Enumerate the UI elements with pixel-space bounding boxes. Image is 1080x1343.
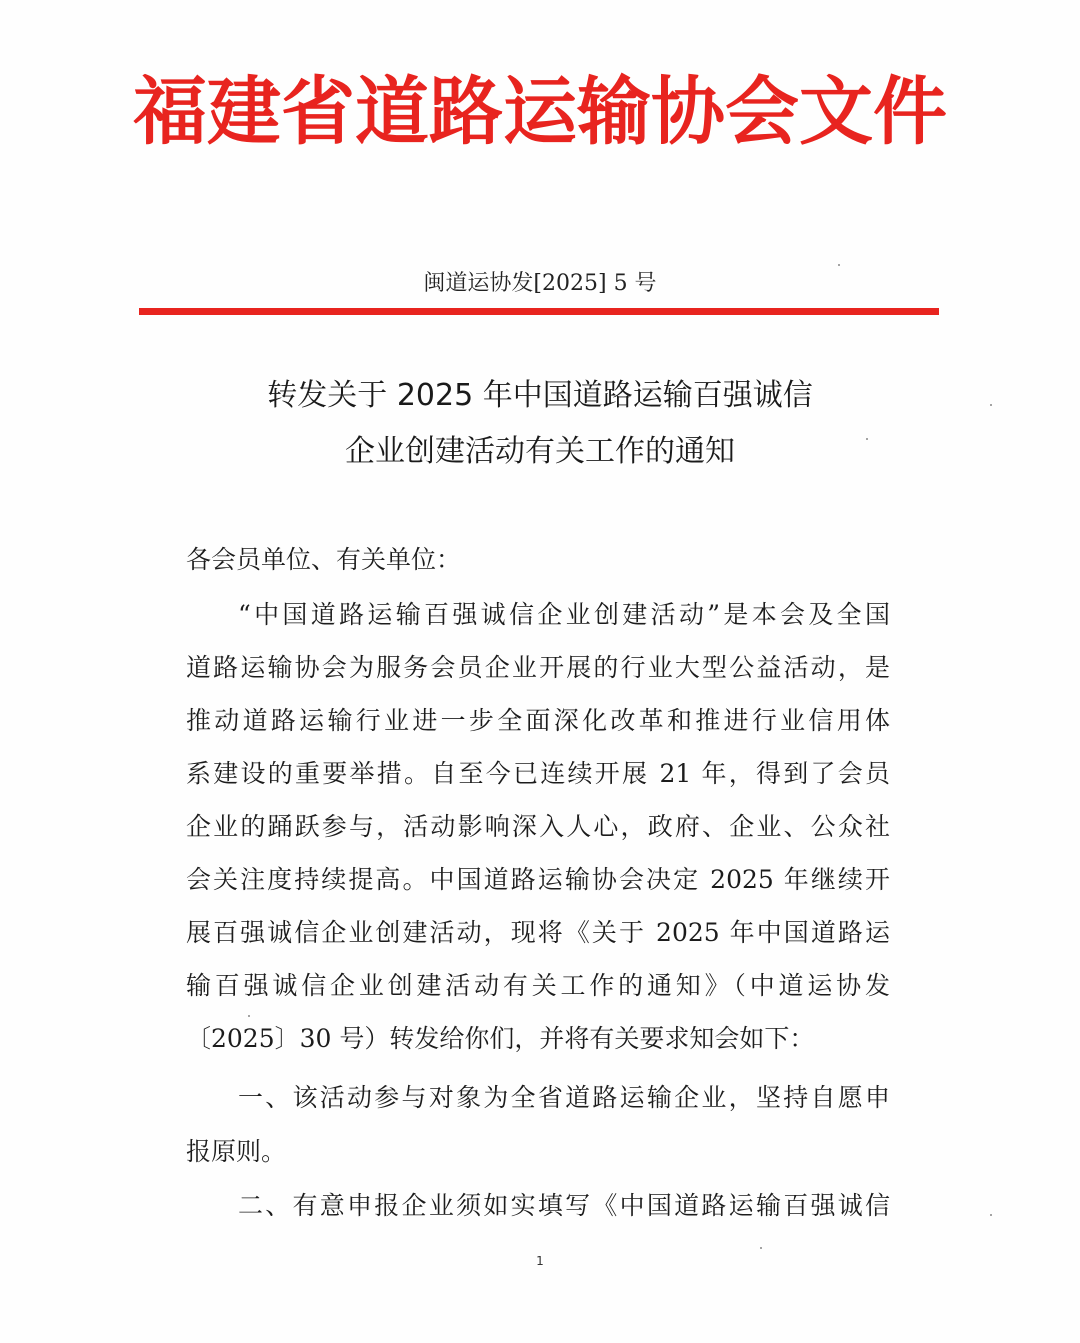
body-line: 企业的踊跃参与，活动影响深入人心，政府、企业、公众社 bbox=[186, 812, 890, 841]
masthead-title: 福建省道路运输协会文件 bbox=[133, 69, 947, 155]
red-divider-line bbox=[139, 308, 939, 315]
scan-speck bbox=[760, 1247, 762, 1249]
document-number: 闽道运协发[2025] 5 号 bbox=[423, 271, 657, 296]
body-line: 输百强诚信企业创建活动有关工作的通知》（中道运协发 bbox=[186, 971, 890, 1000]
page-number: 1 bbox=[536, 1254, 544, 1268]
body-line: 展百强诚信企业创建活动，现将《关于 2025 年中国道路运 bbox=[186, 918, 890, 947]
body-line: 二、有意申报企业须如实填写《中国道路运输百强诚信 bbox=[238, 1191, 890, 1220]
notice-title-line-1: 转发关于 2025 年中国道路运输百强诚信 bbox=[267, 378, 813, 413]
body-line: 系建设的重要举措。自至今已连续开展 21 年，得到了会员 bbox=[186, 759, 890, 788]
body-line: 报原则。 bbox=[186, 1137, 287, 1166]
scan-speck bbox=[866, 438, 868, 440]
salutation: 各会员单位、有关单位： bbox=[186, 545, 462, 574]
body-line: 会关注度持续提高。中国道路运输协会决定 2025 年继续开 bbox=[186, 865, 890, 894]
body-line: 推动道路运输行业进一步全面深化改革和推进行业信用体 bbox=[186, 706, 890, 735]
scan-speck bbox=[990, 404, 992, 406]
scan-speck bbox=[248, 1015, 250, 1017]
body-line: “中国道路运输百强诚信企业创建活动”是本会及全国 bbox=[238, 600, 890, 629]
scan-speck bbox=[838, 264, 840, 266]
body-line: 道路运输协会为服务会员企业开展的行业大型公益活动，是 bbox=[186, 653, 890, 682]
notice-title-line-2: 企业创建活动有关工作的通知 bbox=[345, 434, 735, 469]
body-line: 〔2025〕30 号）转发给你们，并将有关要求知会如下： bbox=[186, 1024, 815, 1053]
scan-speck bbox=[990, 1214, 992, 1216]
body-line: 一、该活动参与对象为全省道路运输企业，坚持自愿申 bbox=[238, 1083, 890, 1112]
